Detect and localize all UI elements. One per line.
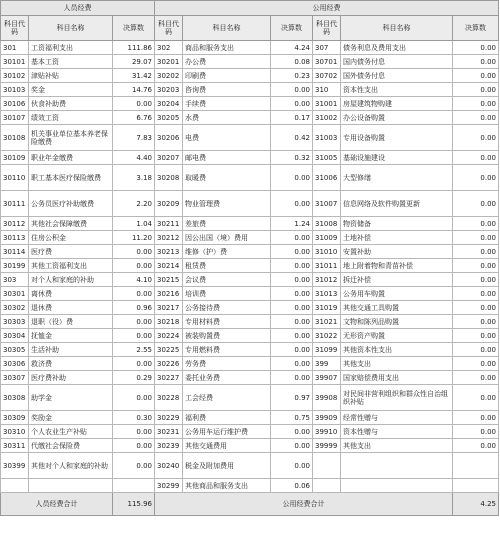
table-row [1,231,499,245]
cell-code: 31006 [313,165,341,191]
cell-name: 公务接待费 [183,301,271,315]
cell-name: 办公费 [183,55,271,69]
cell-name: 地上附着物和青苗补偿 [341,259,453,273]
column-header-row [1,16,499,41]
cell-amount: 0.00 [113,315,155,329]
cell-code: 30301 [1,287,29,301]
cell-name: 公务用车购置 [341,287,453,301]
cell-name: 土地补偿 [341,231,453,245]
cell-amount: 0.00 [271,259,313,273]
cell-name: 其他社会保障缴费 [29,217,113,231]
cell-amount: 0.00 [271,343,313,357]
cell-name: 其他资本性支出 [341,343,453,357]
cell-code: 302 [155,41,183,55]
cell-amount: 4.10 [113,273,155,287]
cell-code: 31013 [313,287,341,301]
cell-name: 机关事业单位基本养老保险缴费 [29,125,113,151]
cell-code: 39909 [313,411,341,425]
cell-amount: 0.00 [453,315,499,329]
cell-code: 30101 [1,55,29,69]
cell-code: 30306 [1,357,29,371]
cell-name: 拆迁补偿 [341,273,453,287]
cell-amount: 3.18 [113,165,155,191]
cell-amount: 0.00 [271,165,313,191]
table-row [1,41,499,55]
table-row [1,479,499,493]
cell-code: 31010 [313,245,341,259]
cell-name: 对个人和家庭的补助 [29,273,113,287]
cell-amount: 0.00 [453,97,499,111]
cell-name: 抚恤金 [29,329,113,343]
cell-name: 取暖费 [183,165,271,191]
cell-code: 30209 [155,191,183,217]
cell-name: 劳务费 [183,357,271,371]
cell-amount: 0.00 [271,97,313,111]
cell-amount [453,479,499,493]
cell-code: 31002 [313,111,341,125]
cell-amount: 0.00 [113,425,155,439]
cell-code: 30212 [155,231,183,245]
cell-code: 30111 [1,191,29,217]
cell-name: 资本性支出 [341,83,453,97]
cell-code: 399 [313,357,341,371]
cell-amount: 0.00 [453,411,499,425]
cell-code: 303 [1,273,29,287]
cell-amount: 0.00 [453,439,499,453]
cell-amount: 29.07 [113,55,155,69]
cell-code: 310 [313,83,341,97]
table-row [1,453,499,479]
cell-name: 其他商品和服务支出 [183,479,271,493]
cell-amount: 31.42 [113,69,155,83]
cell-code: 30231 [155,425,183,439]
cell-amount: 0.30 [113,411,155,425]
cell-name: 租赁费 [183,259,271,273]
cell-name: 经常性赠与 [341,411,453,425]
cell-code [313,479,341,493]
table-row [1,83,499,97]
cell-amount: 0.00 [453,69,499,83]
cell-name: 职业年金缴费 [29,151,113,165]
cell-name: 奖金 [29,83,113,97]
cell-name: 文物和陈列品购置 [341,315,453,329]
cell-amount: 0.00 [113,287,155,301]
cell-name: 离休费 [29,287,113,301]
cell-amount: 0.75 [271,411,313,425]
cell-name: 国外债务付息 [341,69,453,83]
cell-amount: 0.00 [271,273,313,287]
cell-code: 30310 [1,425,29,439]
cell-code: 30199 [1,259,29,273]
cell-code: 30203 [155,83,183,97]
cell-amount: 0.00 [453,191,499,217]
cell-code: 30305 [1,343,29,357]
cell-code: 39910 [313,425,341,439]
cell-amount: 0.00 [453,151,499,165]
cell-amount: 0.06 [271,479,313,493]
cell-code: 39907 [313,371,341,385]
cell-amount: 0.00 [453,245,499,259]
cell-amount: 0.00 [453,165,499,191]
table-row [1,425,499,439]
cell-name: 因公出国（境）费用 [183,231,271,245]
table-row [1,69,499,83]
col-header-code-3: 科目代码 [313,16,341,41]
cell-amount [453,453,499,479]
public-total-label: 公用经费合计 [155,493,453,516]
cell-code: 30208 [155,165,183,191]
cell-code: 30216 [155,287,183,301]
table-row [1,315,499,329]
totals-row [1,493,499,516]
table-row [1,371,499,385]
cell-code: 30110 [1,165,29,191]
cell-code: 30303 [1,315,29,329]
cell-code [1,479,29,493]
table-row [1,111,499,125]
cell-name: 水费 [183,111,271,125]
col-header-code-2: 科目代码 [155,16,183,41]
cell-code: 30107 [1,111,29,125]
cell-amount: 0.00 [453,357,499,371]
cell-code: 30102 [1,69,29,83]
cell-code: 31008 [313,217,341,231]
cell-name: 个人农业生产补贴 [29,425,113,439]
cell-code: 30239 [155,439,183,453]
cell-code: 31099 [313,343,341,357]
group-header-row [1,1,499,16]
col-header-amount-3: 决算数 [453,16,499,41]
cell-code: 30702 [313,69,341,83]
cell-amount: 0.00 [453,231,499,245]
cell-amount: 0.17 [271,111,313,125]
cell-code: 30399 [1,453,29,479]
cell-code: 30701 [313,55,341,69]
cell-code: 30215 [155,273,183,287]
cell-amount: 0.00 [271,191,313,217]
col-header-amount-1: 决算数 [113,16,155,41]
cell-amount: 0.00 [453,259,499,273]
cell-amount: 0.00 [453,125,499,151]
table-row [1,301,499,315]
cell-amount [113,479,155,493]
cell-name [341,479,453,493]
cell-amount: 0.96 [113,301,155,315]
cell-name: 培训费 [183,287,271,301]
table-row [1,191,499,217]
cell-amount: 14.76 [113,83,155,97]
cell-amount: 0.97 [271,385,313,411]
personnel-total-value: 115.96 [113,493,155,516]
cell-name: 工会经费 [183,385,271,411]
cell-code: 39999 [313,439,341,453]
cell-name: 电费 [183,125,271,151]
cell-amount: 6.76 [113,111,155,125]
cell-amount: 1.24 [271,217,313,231]
cell-name: 债务利息及费用支出 [341,41,453,55]
cell-amount: 0.00 [113,329,155,343]
cell-amount: 0.00 [453,55,499,69]
cell-amount: 0.00 [271,357,313,371]
cell-amount: 0.00 [271,287,313,301]
table-row [1,259,499,273]
cell-amount: 0.00 [113,385,155,411]
cell-amount: 0.29 [113,371,155,385]
cell-name: 绩效工资 [29,111,113,125]
cell-amount: 0.00 [453,287,499,301]
cell-name: 退职（役）费 [29,315,113,329]
cell-amount: 0.00 [271,83,313,97]
cell-code: 31003 [313,125,341,151]
cell-amount: 1.04 [113,217,155,231]
cell-amount: 0.42 [271,125,313,151]
cell-name: 伙食补助费 [29,97,113,111]
cell-name: 医疗费补助 [29,371,113,385]
cell-amount: 7.83 [113,125,155,151]
cell-code: 30224 [155,329,183,343]
cell-amount: 0.00 [113,453,155,479]
public-total-value: 4.25 [453,493,499,516]
cell-name: 咨询费 [183,83,271,97]
cell-name: 专用材料费 [183,315,271,329]
cell-code: 30205 [155,111,183,125]
cell-name: 大型修缮 [341,165,453,191]
cell-name: 印刷费 [183,69,271,83]
cell-amount: 0.00 [453,425,499,439]
cell-amount: 0.23 [271,69,313,83]
cell-name: 奖励金 [29,411,113,425]
cell-code: 30204 [155,97,183,111]
table-row [1,217,499,231]
cell-name: 税金及附加费用 [183,453,271,479]
cell-amount: 0.00 [113,357,155,371]
cell-name: 办公设备购置 [341,111,453,125]
cell-name: 安置补助 [341,245,453,259]
cell-amount: 0.00 [453,329,499,343]
table-row [1,439,499,453]
cell-name: 其他对个人和家庭的补助 [29,453,113,479]
table-row [1,125,499,151]
cell-code: 31022 [313,329,341,343]
cell-amount: 0.00 [271,231,313,245]
cell-amount: 2.20 [113,191,155,217]
cell-code: 30311 [1,439,29,453]
cell-amount: 0.00 [271,245,313,259]
cell-name: 公务员医疗补助缴费 [29,191,113,217]
cell-code: 31009 [313,231,341,245]
table-row [1,245,499,259]
cell-code: 30227 [155,371,183,385]
cell-name: 无形资产购置 [341,329,453,343]
col-header-name-3: 科目名称 [341,16,453,41]
cell-name: 专用设备购置 [341,125,453,151]
table-row [1,385,499,411]
cell-amount: 11.20 [113,231,155,245]
cell-code: 30225 [155,343,183,357]
table-row [1,329,499,343]
cell-code: 30207 [155,151,183,165]
cell-code: 31001 [313,97,341,111]
col-header-code-1: 科目代码 [1,16,29,41]
cell-name: 国家赔偿费用支出 [341,371,453,385]
col-header-name-2: 科目名称 [183,16,271,41]
cell-name: 资本性赠与 [341,425,453,439]
table-row [1,287,499,301]
cell-name: 其他交通工具购置 [341,301,453,315]
cell-code: 30213 [155,245,183,259]
cell-code: 31019 [313,301,341,315]
cell-code: 30299 [155,479,183,493]
cell-code: 30217 [155,301,183,315]
cell-code: 30226 [155,357,183,371]
cell-amount: 0.00 [453,41,499,55]
cell-name: 工资福利支出 [29,41,113,55]
cell-amount: 0.00 [453,301,499,315]
personnel-total-label: 人员经费合计 [1,493,113,516]
cell-name: 职工基本医疗保险缴费 [29,165,113,191]
table-row [1,55,499,69]
cell-name [341,453,453,479]
cell-name: 房屋建筑物购建 [341,97,453,111]
cell-code: 30229 [155,411,183,425]
cell-code: 30308 [1,385,29,411]
cell-code: 31021 [313,315,341,329]
table-row [1,165,499,191]
cell-name: 其他工资福利支出 [29,259,113,273]
cell-code: 30218 [155,315,183,329]
cell-name: 对民间非营利组织和群众性自治组织补贴 [341,385,453,411]
cell-name: 基础设施建设 [341,151,453,165]
cell-amount: 0.00 [271,301,313,315]
cell-name: 物资储备 [341,217,453,231]
cell-name: 医疗费 [29,245,113,259]
cell-amount: 0.00 [271,329,313,343]
cell-name: 委托业务费 [183,371,271,385]
cell-amount: 0.00 [113,245,155,259]
cell-amount: 0.00 [271,453,313,479]
cell-name: 基本工资 [29,55,113,69]
cell-code: 30307 [1,371,29,385]
cell-name: 其他支出 [341,357,453,371]
cell-amount: 0.00 [453,83,499,97]
cell-amount: 0.08 [271,55,313,69]
cell-amount: 0.00 [453,273,499,287]
table-row [1,97,499,111]
cell-name: 津贴补贴 [29,69,113,83]
cell-code: 30109 [1,151,29,165]
cell-name: 生活补助 [29,343,113,357]
group-header-personnel: 人员经费 [1,1,155,16]
cell-code: 30214 [155,259,183,273]
cell-name: 商品和服务支出 [183,41,271,55]
cell-name: 信息网络及软件购置更新 [341,191,453,217]
cell-code: 30309 [1,411,29,425]
cell-name: 邮电费 [183,151,271,165]
cell-code: 30211 [155,217,183,231]
cell-name: 代缴社会保险费 [29,439,113,453]
cell-name: 手续费 [183,97,271,111]
cell-name: 其他交通费用 [183,439,271,453]
cell-name: 福利费 [183,411,271,425]
cell-amount: 4.40 [113,151,155,165]
cell-amount: 0.00 [271,371,313,385]
cell-name: 公务用车运行维护费 [183,425,271,439]
cell-name: 退休费 [29,301,113,315]
cell-name: 其他支出 [341,439,453,453]
cell-code: 30103 [1,83,29,97]
table-row [1,151,499,165]
cell-amount: 0.00 [113,439,155,453]
cell-amount: 4.24 [271,41,313,55]
cell-name: 专用燃料费 [183,343,271,357]
cell-name: 住房公积金 [29,231,113,245]
cell-amount: 0.00 [271,439,313,453]
cell-amount: 0.00 [113,97,155,111]
cell-code: 31012 [313,273,341,287]
table-row [1,343,499,357]
cell-code: 30201 [155,55,183,69]
cell-code: 301 [1,41,29,55]
cell-amount: 0.00 [113,259,155,273]
cell-amount: 2.55 [113,343,155,357]
cell-code: 30202 [155,69,183,83]
cell-code: 30108 [1,125,29,151]
cell-code: 30228 [155,385,183,411]
group-header-public: 公用经费 [155,1,499,16]
cell-code: 31011 [313,259,341,273]
cell-name: 被装购置费 [183,329,271,343]
cell-code: 30114 [1,245,29,259]
cell-amount: 0.00 [453,111,499,125]
cell-amount: 0.00 [453,343,499,357]
cell-code: 39908 [313,385,341,411]
col-header-amount-2: 决算数 [271,16,313,41]
cell-name [29,479,113,493]
cell-name: 维修（护）费 [183,245,271,259]
cell-code: 30112 [1,217,29,231]
cell-amount: 0.00 [271,315,313,329]
cell-amount: 111.86 [113,41,155,55]
cell-code: 30106 [1,97,29,111]
cell-amount: 0.00 [453,371,499,385]
cell-name: 国内债务付息 [341,55,453,69]
cell-name: 差旅费 [183,217,271,231]
cell-code: 307 [313,41,341,55]
table-row [1,273,499,287]
cell-code: 31005 [313,151,341,165]
table-row [1,411,499,425]
cell-code: 30240 [155,453,183,479]
cell-code [313,453,341,479]
cell-name: 会议费 [183,273,271,287]
cell-amount: 0.00 [271,425,313,439]
cell-code: 31007 [313,191,341,217]
table-row [1,357,499,371]
cell-code: 30113 [1,231,29,245]
cell-amount: 0.00 [453,385,499,411]
cell-code: 30206 [155,125,183,151]
cell-name: 物业管理费 [183,191,271,217]
cell-code: 30304 [1,329,29,343]
col-header-name-1: 科目名称 [29,16,113,41]
cell-name: 救济费 [29,357,113,371]
cell-amount: 0.32 [271,151,313,165]
cell-code: 30302 [1,301,29,315]
cell-name: 助学金 [29,385,113,411]
cell-amount: 0.00 [453,217,499,231]
